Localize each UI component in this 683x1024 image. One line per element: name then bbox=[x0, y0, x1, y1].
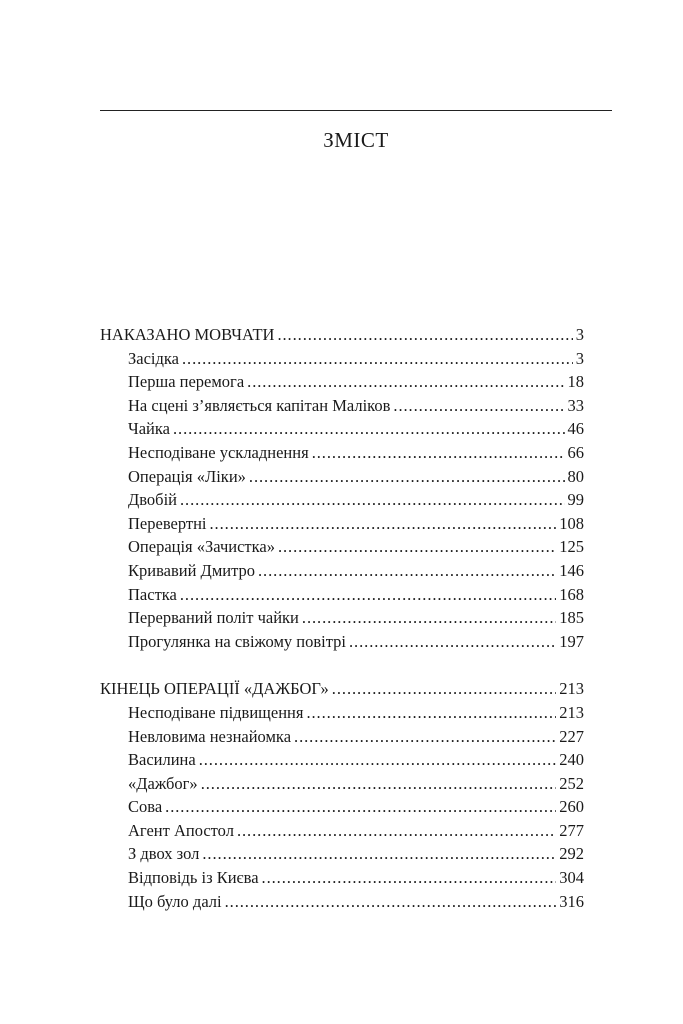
toc-chapter-entry[interactable] bbox=[100, 441, 584, 465]
page-number: 260 bbox=[559, 797, 584, 817]
chapter-title: Перевертні bbox=[128, 513, 207, 533]
part-title: КІНЕЦЬ ОПЕРАЦІЇ «ДАЖБОГ» bbox=[100, 679, 329, 699]
dot-leader bbox=[277, 323, 572, 347]
dot-leader bbox=[294, 725, 556, 749]
chapter-title: Перша перемога bbox=[128, 372, 245, 392]
dot-leader bbox=[210, 512, 557, 536]
chapter-title: «Дажбог» bbox=[128, 773, 198, 793]
chapter-title: Чайка bbox=[128, 419, 170, 439]
part-title: НАКАЗАНО МОВЧАТИ bbox=[100, 325, 275, 344]
dot-leader bbox=[165, 795, 556, 819]
page-number: 292 bbox=[559, 844, 584, 864]
page-number: 168 bbox=[559, 584, 584, 604]
chapter-title: Несподіване ускладнення bbox=[128, 442, 309, 462]
dot-leader bbox=[201, 772, 557, 796]
toc-chapter-entry[interactable] bbox=[100, 772, 584, 796]
chapter-title: Пастка bbox=[128, 584, 177, 604]
toc-chapter-entry[interactable] bbox=[100, 842, 584, 866]
toc-part-entry[interactable] bbox=[100, 677, 584, 701]
header-rule bbox=[100, 110, 612, 111]
dot-leader bbox=[199, 748, 557, 772]
toc-chapter-entry[interactable] bbox=[100, 630, 584, 654]
dot-leader bbox=[349, 630, 556, 654]
page-number: 316 bbox=[559, 891, 584, 911]
chapter-title: Відповідь із Києва bbox=[128, 868, 259, 888]
toc-chapter-entry[interactable] bbox=[100, 370, 584, 394]
dot-leader bbox=[225, 890, 557, 914]
toc-chapter-entry[interactable] bbox=[100, 512, 584, 536]
page-number: 304 bbox=[559, 868, 584, 888]
page-number: 66 bbox=[567, 442, 584, 462]
dot-leader bbox=[278, 535, 556, 559]
page-number: 3 bbox=[575, 348, 584, 368]
page-number: 3 bbox=[575, 325, 584, 344]
toc-chapter-entry[interactable] bbox=[100, 606, 584, 630]
toc-chapter-entry[interactable] bbox=[100, 465, 584, 489]
dot-leader bbox=[237, 819, 556, 843]
dot-leader bbox=[182, 347, 573, 371]
toc-chapter-entry[interactable] bbox=[100, 890, 584, 914]
chapter-title: Операція «Ліки» bbox=[128, 466, 246, 486]
page-number: 213 bbox=[559, 679, 584, 699]
page-number: 33 bbox=[567, 395, 584, 415]
chapter-title: Засідка bbox=[128, 348, 179, 368]
page-number: 197 bbox=[559, 631, 584, 651]
dot-leader bbox=[202, 842, 556, 866]
toc-chapter-entry[interactable] bbox=[100, 819, 584, 843]
page-number: 185 bbox=[559, 608, 584, 628]
page-title: ЗМІСТ bbox=[323, 128, 389, 152]
page-number: 18 bbox=[567, 372, 584, 392]
toc-chapter-entry[interactable] bbox=[100, 488, 584, 512]
toc-chapter-entry[interactable] bbox=[100, 394, 584, 418]
page-number: 46 bbox=[567, 419, 584, 439]
toc-chapter-entry[interactable] bbox=[100, 795, 584, 819]
chapter-title: Кривавий Дмитро bbox=[128, 560, 255, 580]
chapter-title: Операція «Зачистка» bbox=[128, 537, 275, 557]
table-of-contents bbox=[100, 323, 584, 913]
chapter-title: Василина bbox=[128, 750, 196, 770]
page-number: 125 bbox=[559, 537, 584, 557]
page-number: 146 bbox=[559, 560, 584, 580]
page-number: 80 bbox=[567, 466, 584, 486]
dot-leader bbox=[312, 441, 565, 465]
toc-chapter-entry[interactable] bbox=[100, 866, 584, 890]
toc-chapter-entry[interactable] bbox=[100, 347, 584, 371]
toc-chapter-entry[interactable] bbox=[100, 559, 584, 583]
toc-part-entry[interactable] bbox=[100, 323, 584, 347]
dot-leader bbox=[180, 488, 565, 512]
toc-chapter-entry[interactable] bbox=[100, 725, 584, 749]
toc-chapter-entry[interactable] bbox=[100, 535, 584, 559]
chapter-title: Сова bbox=[128, 797, 163, 817]
toc-chapter-entry[interactable] bbox=[100, 748, 584, 772]
dot-leader bbox=[247, 370, 564, 394]
chapter-title: Що було далі bbox=[128, 891, 222, 911]
dot-leader bbox=[249, 465, 565, 489]
chapter-title: Прогулянка на свіжому повітрі bbox=[128, 631, 346, 651]
page-number: 108 bbox=[559, 513, 584, 533]
chapter-title: З двох зол bbox=[128, 844, 200, 864]
dot-leader bbox=[180, 583, 556, 607]
dot-leader bbox=[302, 606, 556, 630]
toc-chapter-entry[interactable] bbox=[100, 583, 584, 607]
page-number: 240 bbox=[559, 750, 584, 770]
dot-leader bbox=[332, 677, 556, 701]
toc-part bbox=[100, 677, 584, 913]
chapter-title: Двобій bbox=[128, 490, 177, 510]
chapter-title: Невловима незнайомка bbox=[128, 726, 292, 746]
chapter-title: На сцені з’являється капітан Маліков bbox=[128, 395, 391, 415]
chapter-title: Несподіване підвищення bbox=[128, 702, 304, 722]
dot-leader bbox=[306, 701, 556, 725]
page-number: 213 bbox=[559, 702, 584, 722]
page-number: 252 bbox=[559, 773, 584, 793]
page-number: 277 bbox=[559, 820, 584, 840]
chapter-title: Агент Апостол bbox=[128, 820, 234, 840]
dot-leader bbox=[393, 394, 564, 418]
page-number: 227 bbox=[559, 726, 584, 746]
toc-part bbox=[100, 323, 584, 653]
toc-chapter-entry[interactable] bbox=[100, 701, 584, 725]
dot-leader bbox=[262, 866, 557, 890]
dot-leader bbox=[173, 417, 565, 441]
dot-leader bbox=[258, 559, 556, 583]
toc-chapter-entry[interactable] bbox=[100, 417, 584, 441]
page-number: 99 bbox=[567, 490, 584, 510]
chapter-title: Перерваний політ чайки bbox=[128, 608, 299, 628]
